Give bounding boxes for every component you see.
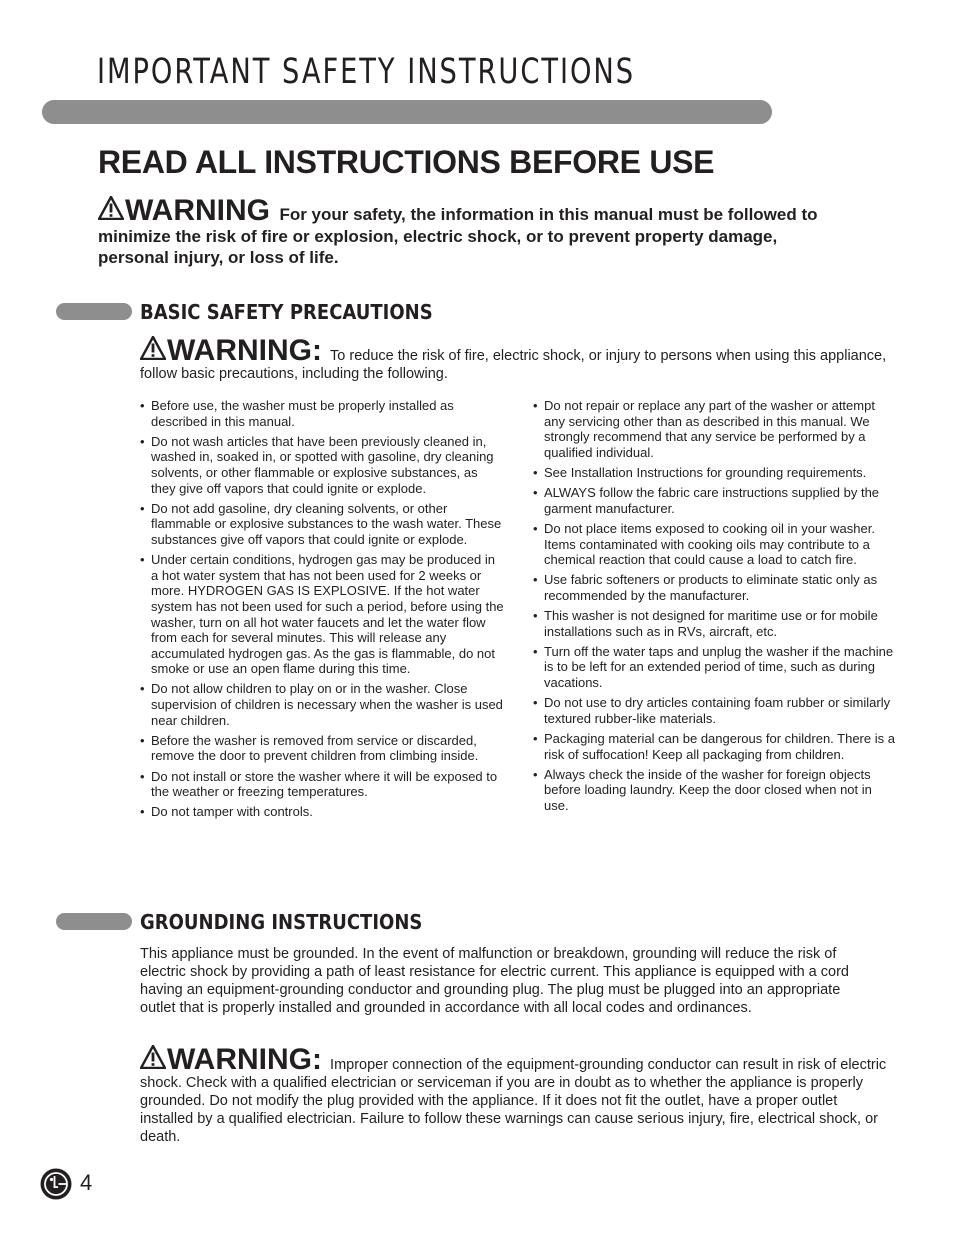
list-item: • Do not allow children to play on or in the washer. Close supervision of children is necessary when the washer is used near children.: [140, 681, 505, 728]
intro-warning: [98, 196, 818, 269]
list-item: • Do not place items exposed to cooking oil in your washer. Items contaminated with cooking oils may contribute to a chemical reaction that could cause a load to catch fire.: [533, 521, 895, 568]
basic-warning: [140, 336, 890, 383]
title-divider-bar: [42, 100, 772, 124]
section-marker-grounding: [56, 913, 132, 930]
read-all-heading: READ ALL INSTRUCTIONS BEFORE USE: [98, 144, 715, 180]
list-item: • Do not tamper with controls.: [140, 804, 505, 820]
basic-warning-text: To reduce the risk of fire, electric shock, or injury to persons when using this appliance, follow basic precautions, including the following.: [140, 348, 887, 382]
list-item: • Use fabric softeners or products to eliminate static only as recommended by the manufacturer.: [533, 572, 895, 603]
section-marker-basic: [56, 303, 132, 320]
list-item: • Before use, the washer must be properly installed as described in this manual.: [140, 398, 505, 429]
list-item: • Packaging material can be dangerous for children. There is a risk of suffocation! Keep all packaging from children.: [533, 731, 895, 762]
list-item: • Do not use to dry articles containing foam rubber or similarly textured rubber-like materials.: [533, 695, 895, 726]
grounding-heading: GROUNDING INSTRUCTIONS: [140, 910, 423, 934]
list-item: • Under certain conditions, hydrogen gas may be produced in a hot water system that has not been used for 2 weeks or more. HYDROGEN GAS IS EXPLOSIVE. If the hot water system has not been used for such a period, before using the washer, turn on all hot water faucets and let the water flow from each for several minutes. This will release any accumulated hydrogen gas. As the gas is flammable, do not smoke or use an open flame during this time.: [140, 552, 505, 677]
intro-warning-text: For your safety, the information in this manual must be followed to minimize the risk of fire or explosion, electric shock, or to prevent property damage, personal injury, or loss of life.: [98, 205, 818, 267]
page-title: IMPORTANT SAFETY INSTRUCTIONS: [97, 52, 636, 92]
list-item: • Do not add gasoline, dry cleaning solvents, or other flammable or explosive substances to the wash water. These substances give off vapors that could ignite or explode.: [140, 501, 505, 548]
precautions-left-column: [140, 398, 505, 825]
precautions-right-column: [533, 398, 895, 818]
warning-label: WARNING:: [167, 1043, 322, 1076]
grounding-paragraph: This appliance must be grounded. In the event of malfunction or breakdown, grounding will reduce the risk of electric shock by providing a path of least resistance for electric current. This appliance is equipped with a cord having an equipment-grounding conductor and grounding plug. The plug must be plugged into an appropriate outlet that is properly installed and grounded in accordance with all local codes and ordinances.: [140, 946, 849, 1016]
list-item: • Turn off the water taps and unplug the washer if the machine is to be left for an extended period of time, such as during vacations.: [533, 644, 895, 691]
grounding-warning: [140, 1045, 890, 1146]
list-item: • See Installation Instructions for grounding requirements.: [533, 465, 895, 481]
list-item: • ALWAYS follow the fabric care instructions supplied by the garment manufacturer.: [533, 485, 895, 516]
basic-safety-heading: BASIC SAFETY PRECAUTIONS: [140, 300, 433, 324]
list-item: • Do not install or store the washer where it will be exposed to the weather or freezing temperatures.: [140, 769, 505, 800]
list-item: • Always check the inside of the washer for foreign objects before loading laundry. Keep the door closed when not in use.: [533, 767, 895, 814]
list-item: • Do not wash articles that have been previously cleaned in, washed in, soaked in, or spotted with gasoline, dry cleaning solvents, or other flammable or explosive substances, as they give off vapors that could ignite or explode.: [140, 434, 505, 496]
warning-triangle-icon: [140, 1045, 166, 1069]
page-number: 4: [80, 1170, 93, 1195]
list-item: • Do not repair or replace any part of the washer or attempt any servicing other than as described in this manual. We strongly recommend that any service be performed by a qualified individual.: [533, 398, 895, 460]
warning-label: WARNING:: [167, 334, 322, 367]
grounding-warning-text: Improper connection of the equipment-grounding conductor can result in risk of electric shock. Check with a qualified electrician or serviceman if you are in doubt as to whether the appliance is properly grounded. Do not modify the plug provided with the appliance. If it does not fit the outlet, have a proper outlet installed by a qualified electrician. Failure to follow these warnings can cause serious injury, fire, electrical shock, or death.: [140, 1057, 887, 1145]
warning-label: WARNING: [125, 194, 270, 227]
warning-triangle-icon: [140, 336, 166, 360]
warning-triangle-icon: [98, 196, 124, 220]
list-item: • This washer is not designed for maritime use or for mobile installations such as in RVs, aircraft, etc.: [533, 608, 895, 639]
list-item: • Before the washer is removed from service or discarded, remove the door to prevent children from climbing inside.: [140, 733, 505, 764]
lg-logo-icon: [40, 1168, 72, 1200]
